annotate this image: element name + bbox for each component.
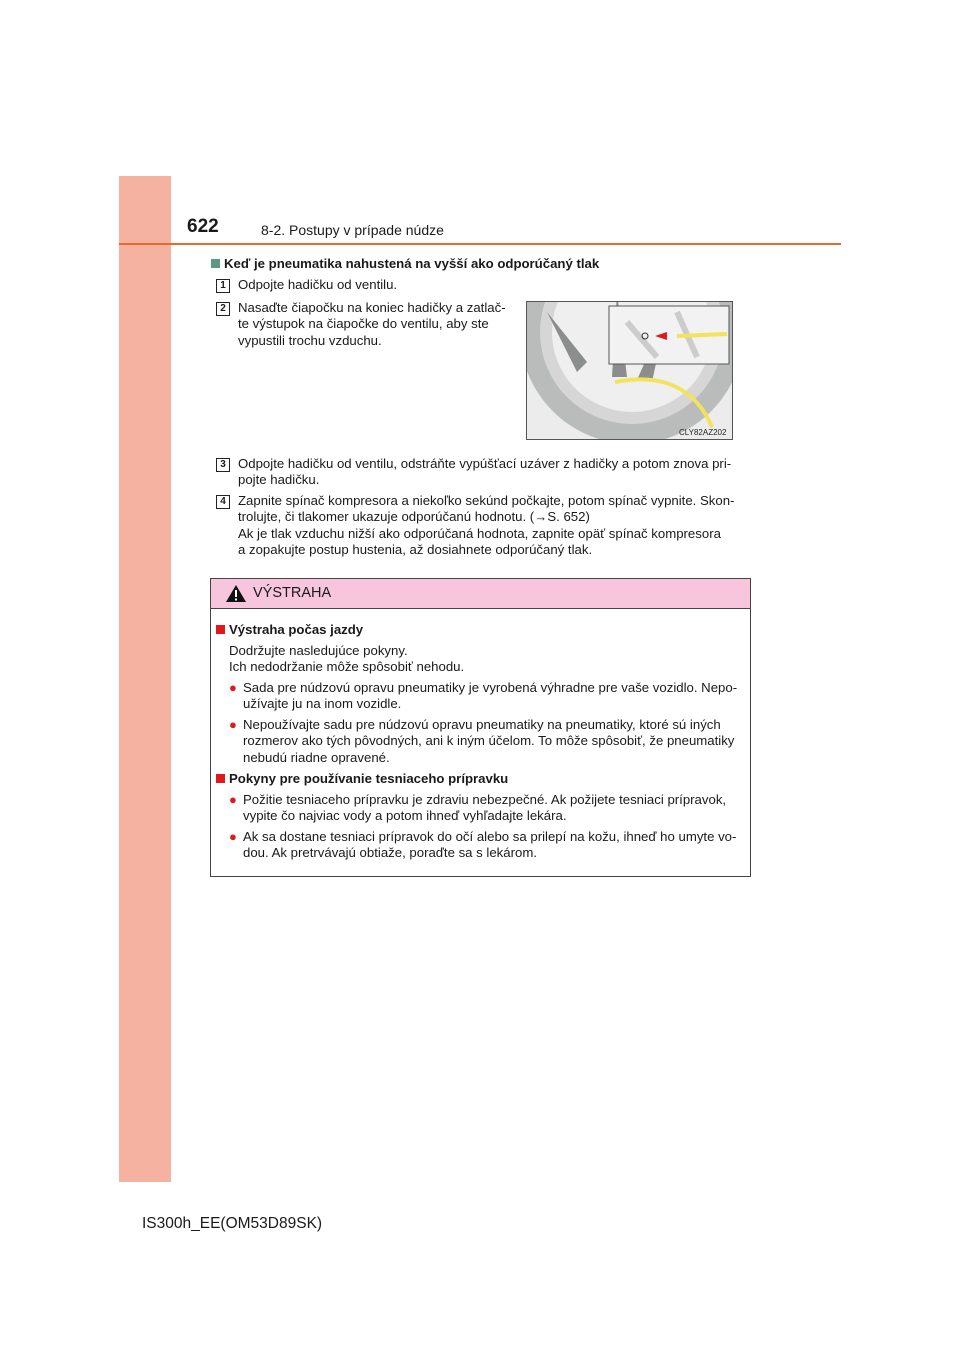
header-rule xyxy=(119,243,841,245)
warning-heading: Výstraha počas jazdy xyxy=(216,622,363,638)
step-4-text: Zapnite spínač kompresora a niekoľko sekúnd počkajte, potom spínač vypnite. Skon- trolujte, či tlakomer ukazuje odporúčanú hodnotu. (→S. 652) Ak je tlak vzduchu nižší ako odporúčaná hodnota, zapnite opäť spínač kompresora a zopakujte postup hustenia, až dosiahnete odporúčaný tlak. xyxy=(238,493,735,557)
bullet-dot-icon: ● xyxy=(229,829,237,844)
warning-intro: Dodržujte nasledujúce pokyny. Ich nedodržanie môže spôsobiť nehodu. xyxy=(229,643,465,675)
square-bullet-icon xyxy=(211,259,220,268)
bullet-dot-icon: ● xyxy=(229,792,237,807)
square-bullet-icon xyxy=(216,625,225,634)
bullet-dot-icon: ● xyxy=(229,717,237,732)
page-number: 622 xyxy=(187,216,219,237)
step-1-text: Odpojte hadičku od ventilu. xyxy=(238,277,398,292)
wheel-drawing xyxy=(527,302,732,439)
step-number: 4 xyxy=(216,495,230,509)
warning-heading: Pokyny pre používanie tesniaceho prípravku xyxy=(216,771,508,787)
step-number: 3 xyxy=(216,458,230,472)
warning-triangle-icon xyxy=(225,584,247,603)
footer-model-code: IS300h_EE(OM53D89SK) xyxy=(142,1215,323,1232)
tire-valve-illustration xyxy=(526,301,733,440)
warning-box xyxy=(210,578,751,877)
warning-bullet: ● Ak sa dostane tesniaci prípravok do očí alebo sa prilepí na kožu, ihneď ho umyte vo- dou. Ak pretrvávajú obtiaže, poraďte sa s lekárom. xyxy=(229,829,737,861)
step-3-text: Odpojte hadičku od ventilu, odstráňte vypúšťací uzáver z hadičky a potom znova pri- pojte hadičku. xyxy=(238,456,732,488)
warning-header xyxy=(211,579,750,609)
step-number: 2 xyxy=(216,302,230,316)
section-title: 8-2. Postupy v prípade núdze xyxy=(261,222,444,238)
warning-bullet: ● Požitie tesniaceho prípravku je zdraviu nebezpečné. Ak požijete tesniaci prípravok, vypite čo najviac vody a potom ihneď vyhľadajte lekára. xyxy=(229,792,727,824)
section-heading: Keď je pneumatika nahustená na vyšší ako odporúčaný tlak xyxy=(211,256,599,272)
warning-bullet: ● Nepoužívajte sadu pre núdzovú opravu pneumatiky na pneumatiky, ktoré sú iných rozmerov ako tých pôvodných, ani k iným účelom. To môže spôsobiť, že pneumatiky nebudú riadne opravené. xyxy=(229,717,735,765)
bullet-dot-icon: ● xyxy=(229,680,237,695)
chapter-tab xyxy=(119,176,171,1182)
warning-title: VÝSTRAHA xyxy=(253,585,332,601)
step-2-text: Nasaďte čiapočku na koniec hadičky a zatlač- te výstupok na čiapočke do ventilu, aby ste vypustili trochu vzduchu. xyxy=(238,300,506,348)
figure-code: CLY82AZ202 xyxy=(679,428,727,437)
warning-bullet: ● Sada pre núdzovú opravu pneumatiky je vyrobená výhradne pre vaše vozidlo. Nepo- užívajte ju na inom vozidle. xyxy=(229,680,738,712)
step-number: 1 xyxy=(216,279,230,293)
square-bullet-icon xyxy=(216,774,225,783)
